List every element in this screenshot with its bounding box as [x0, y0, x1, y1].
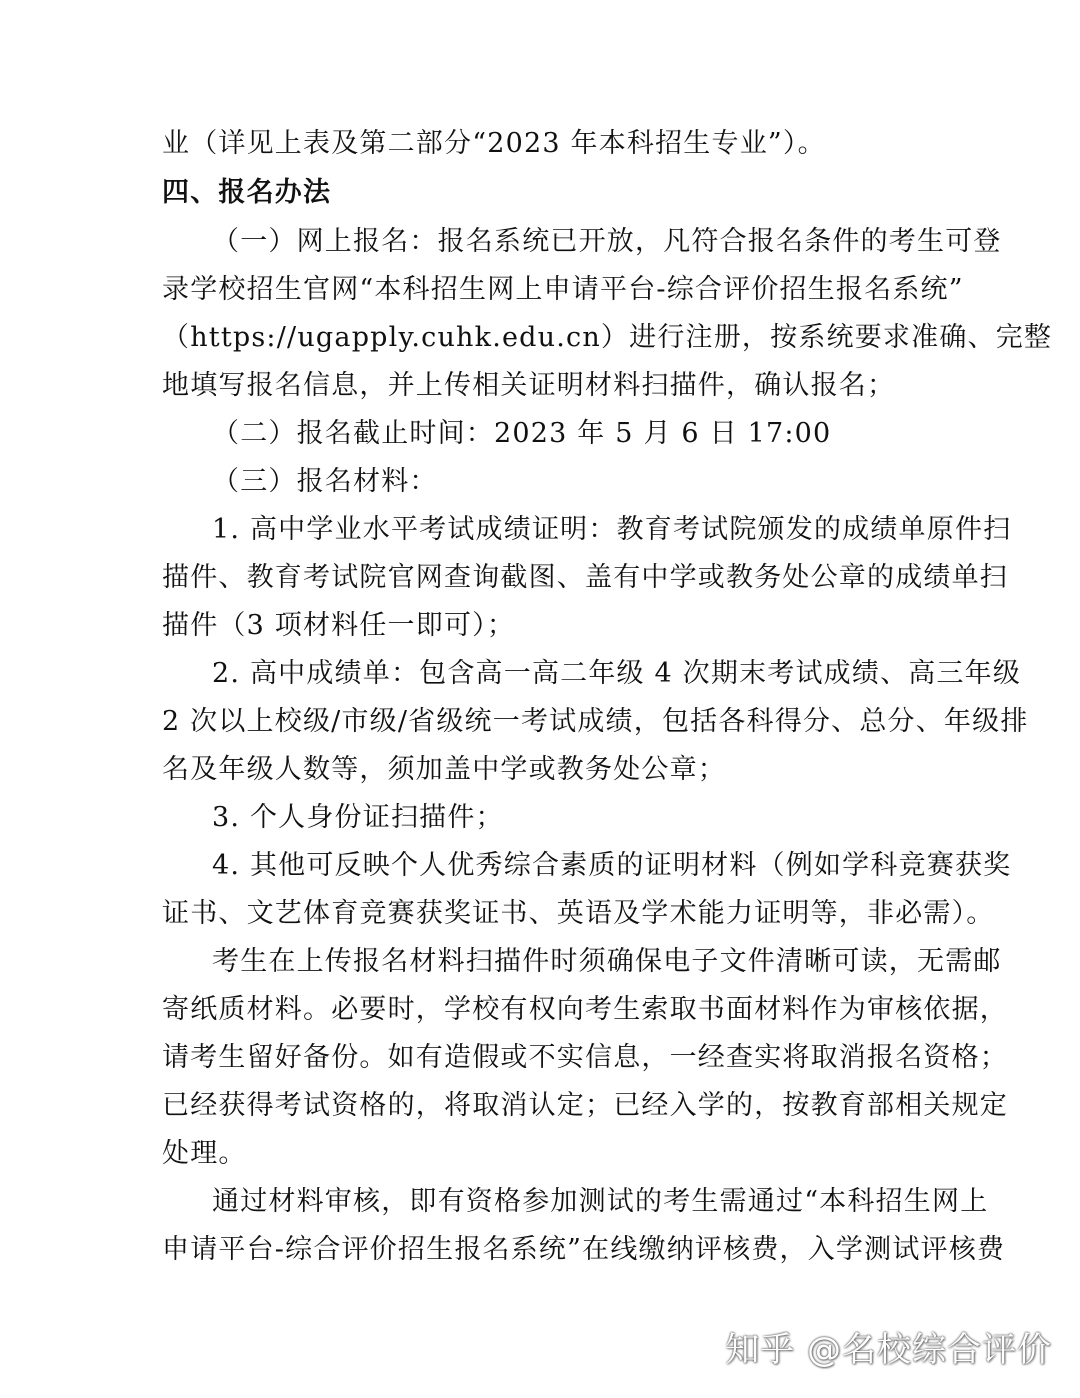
- text-line: 寄纸质材料。必要时，学校有权向考生索取书面材料作为审核依据，: [162, 994, 1008, 1025]
- text-line: 1. 高中学业水平考试成绩证明：教育考试院颁发的成绩单原件扫: [212, 514, 1012, 545]
- text-line: 处理。: [162, 1138, 247, 1169]
- text-line: 证书、文艺体育竞赛获奖证书、英语及学术能力证明等，非必需）。: [162, 898, 995, 929]
- text-line: 名及年级人数等，须加盖中学或教务处公章；: [162, 754, 726, 785]
- text-line: 通过材料审核，即有资格参加测试的考生需通过“本科招生网上: [212, 1186, 989, 1217]
- text-line: 2 次以上校级/市级/省级统一考试成绩，包括各科得分、总分、年级排: [162, 706, 1029, 737]
- text-line: 地填写报名信息，并上传相关证明材料扫描件，确认报名；: [162, 370, 896, 401]
- watermark: 知乎 @名校综合评价: [725, 1330, 1052, 1370]
- text-line: 业（详见上表及第二部分“2023 年本科招生专业”）。: [162, 128, 826, 159]
- text-line: 描件、教育考试院官网查询截图、盖有中学或教务处公章的成绩单扫: [162, 562, 1008, 593]
- text-line: 2. 高中成绩单：包含高一高二年级 4 次期末考试成绩、高三年级: [212, 658, 1022, 689]
- text-line: 已经获得考试资格的，将取消认定；已经入学的，按教育部相关规定: [162, 1090, 1008, 1121]
- text-line: 录学校招生官网“本科招生网上申请平台-综合评价招生报名系统”: [162, 274, 964, 305]
- text-line: 请考生留好备份。如有造假或不实信息，一经查实将取消报名资格；: [162, 1042, 1008, 1073]
- text-line: （一）网上报名：报名系统已开放，凡符合报名条件的考生可登: [212, 226, 1002, 257]
- text-line: 描件（3 项材料任一即可）；: [162, 610, 516, 641]
- text-line: 3. 个人身份证扫描件；: [212, 802, 504, 833]
- text-line: （三）报名材料：: [212, 466, 438, 497]
- text-line: （二）报名截止时间：2023 年 5 月 6 日 17:00: [212, 418, 832, 449]
- text-line: 申请平台-综合评价招生报名系统”在线缴纳评核费，入学测试评核费: [162, 1234, 1006, 1265]
- text-line: 考生在上传报名材料扫描件时须确保电子文件清晰可读，无需邮: [212, 946, 1002, 977]
- text-line: （https://ugapply.cuhk.edu.cn）进行注册，按系统要求准确、完整: [162, 322, 1053, 353]
- section-heading: 四、报名办法: [162, 177, 332, 208]
- text-line: 4. 其他可反映个人优秀综合素质的证明材料（例如学科竞赛获奖: [212, 850, 1012, 881]
